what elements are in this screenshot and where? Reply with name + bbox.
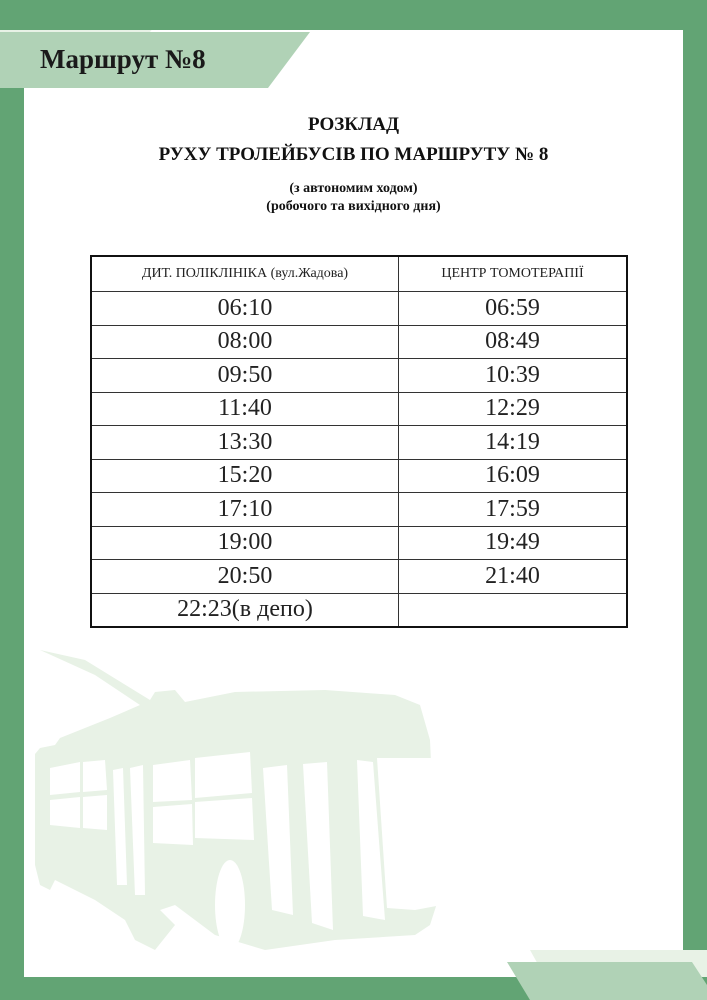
schedule-note-autonomous: (з автономим ходом) <box>289 181 418 196</box>
column-header-departure: ДИТ. ПОЛІКЛІНІКА (вул.Жадова) <box>91 256 399 292</box>
trolleybus-icon <box>35 650 555 960</box>
table-row <box>91 593 627 627</box>
time-cell: 19:00 <box>91 526 399 560</box>
time-cell: 09:50 <box>91 359 399 393</box>
schedule-table <box>90 255 628 628</box>
schedule-heading: РОЗКЛАД <box>307 114 400 135</box>
time-cell: 22:23(в депо) <box>91 593 399 627</box>
bottom-banner <box>507 962 707 1000</box>
time-cell: 06:59 <box>399 292 628 326</box>
table-row <box>91 560 627 594</box>
route-title: Маршрут №8 <box>40 44 206 74</box>
time-cell: 08:49 <box>399 325 628 359</box>
time-cell: 19:49 <box>399 526 628 560</box>
time-cell: 10:39 <box>399 359 628 393</box>
table-row <box>91 392 627 426</box>
time-cell: 20:50 <box>91 560 399 594</box>
table-row <box>91 493 627 527</box>
time-cell: 17:10 <box>91 493 399 527</box>
column-header-arrival: ЦЕНТР ТОМОТЕРАПІЇ <box>399 256 628 292</box>
schedule-subheading: РУХУ ТРОЛЕЙБУСІВ ПО МАРШРУТУ № 8 <box>158 144 549 165</box>
time-cell: 17:59 <box>399 493 628 527</box>
table-row <box>91 325 627 359</box>
time-cell: 12:29 <box>399 392 628 426</box>
table-row <box>91 359 627 393</box>
time-cell: 08:00 <box>91 325 399 359</box>
time-cell: 13:30 <box>91 426 399 460</box>
time-cell: 11:40 <box>91 392 399 426</box>
table-row <box>91 459 627 493</box>
time-cell: 06:10 <box>91 292 399 326</box>
table-header-row <box>91 256 627 292</box>
time-cell: 15:20 <box>91 459 399 493</box>
table-row <box>91 292 627 326</box>
schedule-note-days: (робочого та вихідного дня) <box>266 199 441 214</box>
time-cell: 16:09 <box>399 459 628 493</box>
table-row <box>91 526 627 560</box>
time-cell: 21:40 <box>399 560 628 594</box>
time-cell <box>399 593 628 627</box>
time-cell: 14:19 <box>399 426 628 460</box>
table-row <box>91 426 627 460</box>
